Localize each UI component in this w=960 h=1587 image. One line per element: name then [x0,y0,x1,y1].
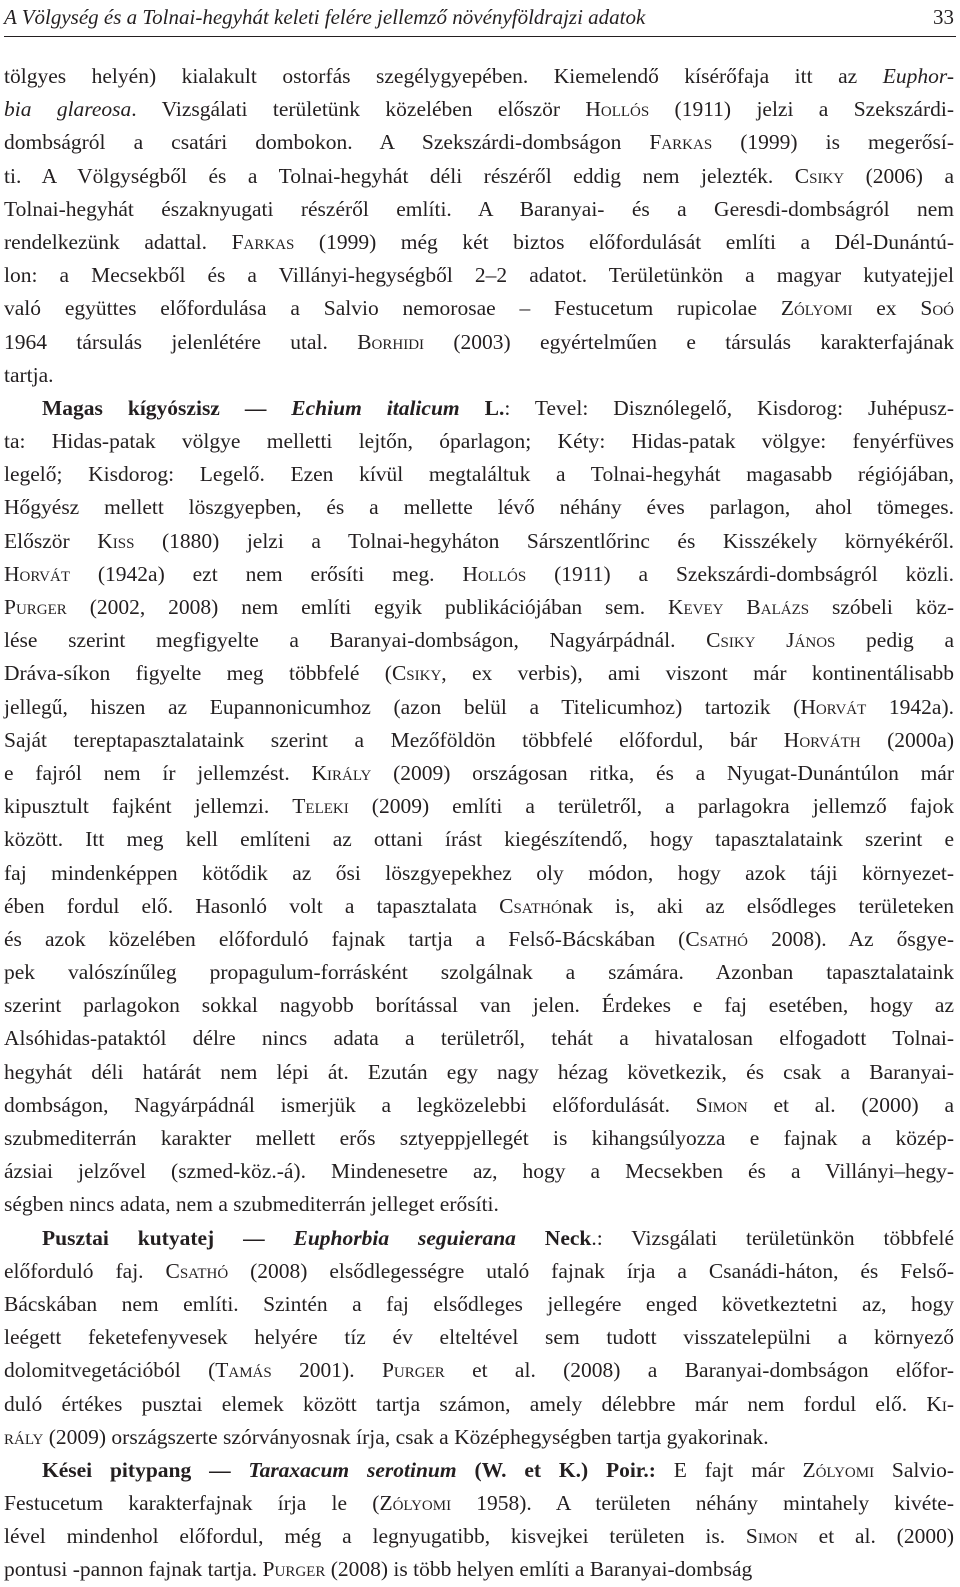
text-line [4,193,954,226]
text-run: Euphor- [882,64,954,88]
text-run: Először [4,528,98,553]
text-run: pek valószínűleg propagulum-forrásként szolgálnak a számára. Azonban tapasztalataink [4,960,954,985]
text-line [4,1454,954,1487]
text-run: való együttes előfordulása a Salvio nemorosae – Festucetum rupicolae [4,296,781,321]
text-line [4,1288,954,1321]
text-line [4,724,954,757]
text-run: előforduló faj. [4,1258,166,1283]
text-line [4,491,954,524]
text-line [4,890,954,923]
author-name: Csathó [165,1258,229,1283]
text-run: Bácskában nem említi. Szintén a faj elsődleges jellegére enged következtetni az, hogy [4,1291,954,1316]
author-name: Tamás [215,1358,272,1383]
text-line [4,226,954,259]
author-name: Csiky [794,163,845,188]
text-run: ta: Hidas-patak völgye melletti lejtőn, óparlagon; Kéty: Hidas-patak völgye: fenyérfüves [4,429,954,454]
species-heading: L. [459,395,505,420]
author-name: Zólyomi [802,1457,875,1482]
text-run: Hőgyész mellett löszgyepben, és a mellette lévő néhány éves parlagon, ahol tömeges. [4,495,954,520]
species-heading: Magas kígyószisz — [42,395,292,420]
text-run: rendelkezünk adattal. [4,229,232,254]
text-run: (2006) a [844,163,954,188]
text-run: (1880) jelzi a Tolnai-hegyháton Sárszentlőrinc és Kisszékely környékéről. [134,528,954,553]
text-line [4,1388,954,1421]
text-line [4,823,954,856]
text-run: 1958). A területen néhány mintahely kivéte- [451,1491,954,1516]
author-name: Farkas [231,229,295,254]
text-run: Dráva-síkon figyelte meg többfelé ( [4,661,392,686]
text-line [4,160,954,193]
author-name: Simon [745,1524,798,1549]
text-run: között. Itt meg kell említeni az ottani írást kiegészítendő, hogy tapasztalataink szerint e [4,827,954,852]
text-line [4,1056,954,1089]
header-rule [4,36,956,37]
text-line [4,956,954,989]
text-run: bia glareosa [4,97,132,122]
page-number: 33 [933,5,954,29]
author-name: Purger [381,1358,445,1383]
text-run: Salvio- [874,1457,955,1482]
text-run: (1942a) ezt nem erősíti meg. [70,561,463,586]
author-name: Csiky [391,661,442,686]
author-name: Horváth [783,727,861,752]
text-run: (2009) országosan ritka, és a Nyugat-Dunántúlon már [371,760,955,785]
author-name: Zólyomi [780,296,853,321]
text-run: 1942a). [866,694,954,719]
text-run: tölgyes helyén) kialakult ostorfás szegélygyepében. Kiemelendő kísérőfaja itt az [4,64,883,88]
text-run: (1911) a Szekszárdi-dombságról közli. [526,561,954,586]
text-line [4,1255,954,1288]
text-line [4,326,954,359]
text-run: faj mindenképpen kötődik az ősi löszgyepekhez oly módon, hogy azok táji környezet- [4,860,954,885]
species-heading: Taraxacum serotinum [248,1457,457,1482]
text-run: 1964 társulás jelenlétére utal. [4,329,358,354]
text-run: ázsiai jelzővel (szmed-köz.-á). Mindenesetre az, hogy a Mecsekben és a Villányi–hegy- [4,1159,954,1184]
text-line [4,60,954,93]
text-run: nak is, aki az elsődleges területeken [561,893,955,918]
species-heading: (W. et K.) Poir.: [456,1457,656,1482]
text-run: leégett feketefenyvesek helyére tíz év elteltével sem tudott visszatelepülni a környező [4,1325,954,1350]
species-heading: Kései pitypang — [42,1457,249,1482]
text-run: Alsóhidas-pataktól délre nincs adata a területről, tehát a hivatalosan elfogadott Tolnai- [4,1026,954,1051]
text-run: tartja. [4,362,54,387]
text-run: (2003) egyértelműen e társulás karakterfajának [424,329,954,354]
text-run: (2008) is több helyen említi a Baranyai-dombság [325,1557,753,1582]
text-run: dombságon, Nagyárpádnál ismerjük a legközelebbi előfordulását. [4,1092,696,1117]
text-run: (2009) említi a területről, a parlagokra jellemző fajok [348,794,954,819]
text-line [4,259,954,292]
species-heading: Euphorbia seguierana [293,1225,516,1250]
text-run: (1999) még két biztos előfordulását említi a Dél-Dunántú- [294,229,954,254]
text-run: et al. (2000) a [747,1092,954,1117]
text-line [4,1089,954,1122]
author-name: Farkas [649,130,713,155]
text-line [4,591,954,624]
text-line [4,757,954,790]
text-line [4,691,954,724]
text-run: pedig a [835,628,955,653]
text-run: hegyhát déli határát nem lépi át. Ezután egy nagy hézag következik, és csak a Baranyai- [4,1059,954,1084]
text-line [4,989,954,1022]
author-name: Horvát [4,561,70,586]
text-run: et al. (2000) [797,1524,954,1549]
page-header [4,0,956,36]
text-run: duló értékes pusztai elemek között tartja számon, amely délebbre már nem fordul elő. [4,1391,927,1416]
author-name: Simon [695,1092,748,1117]
text-run: ségben nincs adata, nem a szubmediterrán jelleget erősíti. [4,1192,499,1217]
text-run: Saját tereptapasztalataink szerint a Mezőföldön többfelé előfordul, bár [4,727,784,752]
text-line [4,857,954,890]
text-run: szóbeli köz- [809,595,954,619]
text-run: Festucetum karakterfajnak írja le ( [4,1491,380,1516]
text-run: lével mindenhol előfordul, még a legnyugatibb, kisvejkei területen is. [4,1524,746,1549]
text-run: jellegű, hiszen az Eupannonicumhoz (azon belül a Titelicumhoz) tartozik ( [4,694,801,719]
text-line [4,1155,954,1188]
text-run: dombságról a csatári dombokon. A Szekszárdi-dombságon [4,130,650,155]
text-line [4,1321,954,1354]
text-line [4,1222,954,1255]
text-line [4,1421,954,1454]
text-run: 2001). [271,1358,382,1383]
text-run: szubmediterrán karakter mellett erős sztyeppjellegét is kihangsúlyozza e fajnak a közép- [4,1126,954,1150]
text-run: Tolnai-hegyhát északnyugati részéről említi. A Baranyai- és a Geresdi-dombságról nem [4,196,954,221]
text-line [4,558,954,591]
author-name: Soó [920,296,955,321]
author-name: Ki- [926,1391,954,1416]
text-run: és azok közelében előforduló fajnak tartja a Felső-Bácskában ( [4,926,686,951]
text-run: (2002, 2008) nem említi egyik publikációjában sem. [66,595,668,619]
author-name: Horvát [800,694,867,719]
text-run: (1911) jelzi a Szekszárdi- [649,97,954,122]
text-run: (1999) is megerősí- [712,130,954,155]
text-run: et al. (2008) a Baranyai-dombságon előfor- [444,1358,954,1383]
author-name: Csiky János [706,628,836,653]
text-run: lése szerint megfigyelte a Baranyai-dombságon, Nagyárpádnál. [4,628,707,653]
text-line [4,1553,954,1586]
text-line [4,126,954,159]
text-line [4,1188,954,1221]
species-heading: Neck [515,1225,592,1250]
author-name: Csathó [685,926,748,951]
text-line [4,790,954,823]
text-line [4,392,954,425]
text-run: pontusi -pannon fajnak tartja. [4,1557,263,1582]
text-line [4,458,954,491]
author-name: Purger [262,1557,326,1582]
text-line [4,624,954,657]
text-line [4,359,954,392]
text-run: : Tevel: Disznólegelő, Kisdorog: Juhépusz- [504,395,954,420]
text-run: ti. A Völgységből és a Tolnai-hegyhát déli részéről eddig nem jelezték. [4,163,795,188]
text-run: E fajt már [655,1457,803,1482]
text-run: e fajról nem ír jellemzést. [4,760,312,785]
author-name: Purger [4,595,67,619]
text-line [4,525,954,558]
species-heading: Echium italicum [291,395,460,420]
text-run: kipusztult fajként jellemzi. [4,794,293,819]
author-name: Teleki [292,794,349,819]
author-name: Zólyomi [379,1491,452,1516]
text-line [4,292,954,325]
author-name: Kiss [97,528,135,553]
text-run: 2008). Az ősgye- [748,926,954,951]
text-line [4,1122,954,1155]
author-name: Borhidi [357,329,425,354]
text-run: szerint parlagokon sokkal nagyobb borítással van jelen. Érdekes e faj esetében, hogy az [4,993,954,1018]
text-line [4,657,954,690]
text-line [4,1520,954,1553]
text-run: , ex verbis), ami viszont már kontinentálisabb [441,661,954,686]
text-run: .: Vizsgálati területünkön többfelé [591,1225,954,1250]
author-name: Hollós [585,97,650,122]
species-heading: Pusztai kutyatej — [42,1225,294,1250]
author-name: Kevey Balázs [667,595,810,619]
text-run: (2009) országszerte szórványosnak írja, csak a Középhegységben tartja gyakorinak. [43,1424,769,1449]
author-name: Csathó [499,893,562,918]
text-run: lon: a Mecsekből és a Villányi-hegységből 2–2 adatot. Területünkön a magyar kutyatejjel [4,263,954,288]
author-name: Hollós [462,561,527,586]
text-run: ében fordul elő. Hasonló volt a tapasztalata [4,893,500,918]
text-line [4,923,954,956]
text-run: legelő; Kisdorog: Legelő. Ezen kívül megtaláltuk a Tolnai-hegyhát magasabb régiójában, [4,462,954,487]
text-run: dolomitvegetációból ( [4,1358,216,1383]
text-line [4,1487,954,1520]
body-text [4,60,954,1587]
author-name: rály [4,1424,44,1449]
text-run: ex [852,296,921,321]
running-title: A Völgység és a Tolnai-hegyhát keleti felére jellemző növényföldrajzi adatok [4,5,646,29]
text-line [4,1354,954,1387]
text-line [4,1022,954,1055]
text-run: . Vizsgálati területünk közelében először [131,97,586,122]
text-run: (2000a) [860,727,954,752]
text-line [4,93,954,126]
author-name: Király [311,760,372,785]
text-line [4,425,954,458]
text-run: (2008) elsődlegességre utaló fajnak írja a Csanádi-háton, és Felső- [228,1258,954,1283]
